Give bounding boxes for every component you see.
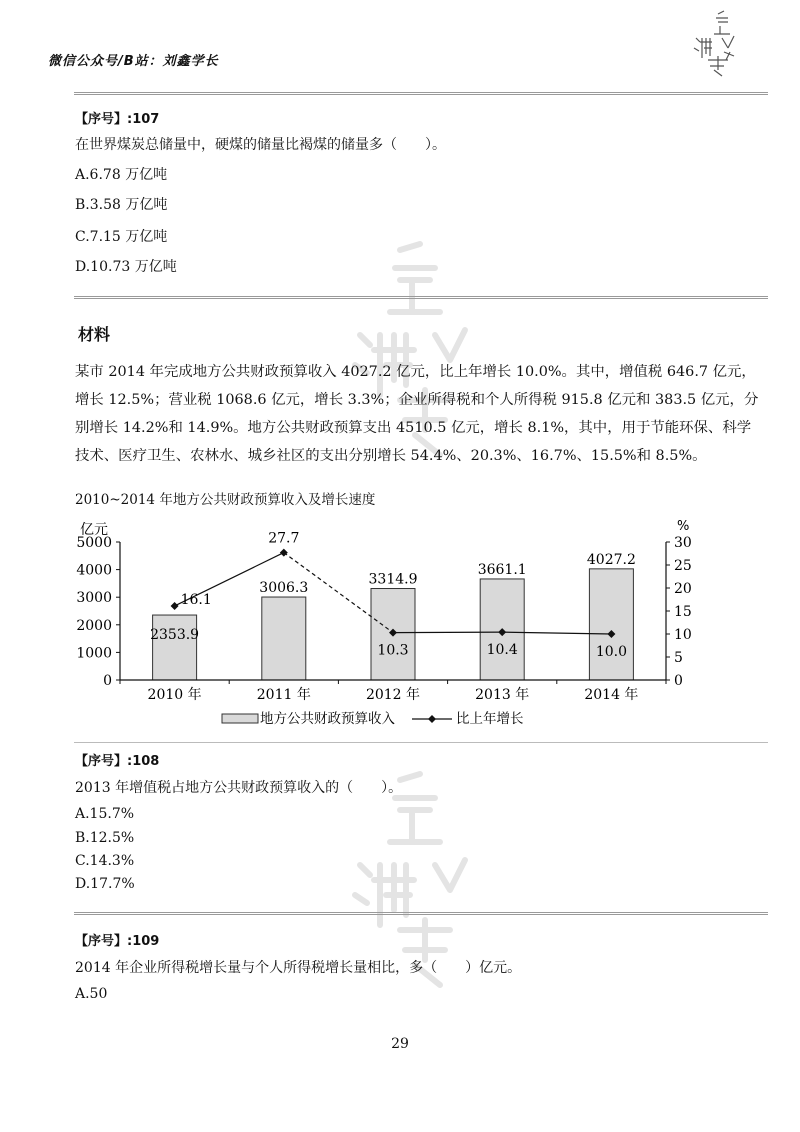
question-number: :108 [127, 754, 160, 769]
y2-tick-label: 30 [674, 535, 692, 551]
option-d: D.17.7% [75, 876, 135, 892]
divider [74, 92, 768, 95]
option-a: A.6.78 万亿吨 [75, 167, 168, 183]
material-title: 材料 [78, 325, 111, 344]
option-b: B.12.5% [75, 830, 135, 846]
question-number: :109 [127, 934, 160, 949]
x-tick-label: 2012 年 [365, 687, 421, 703]
option-a: A.15.7% [75, 806, 135, 822]
legend-line-marker [428, 715, 436, 723]
question-stem: 2013 年增值税占地方公共财政预算收入的（ ）。 [75, 780, 403, 796]
y2-tick-label: 15 [674, 604, 692, 620]
option-d: D.10.73 万亿吨 [75, 259, 177, 275]
x-tick-label: 2011 年 [256, 687, 311, 703]
question-number: :107 [127, 112, 160, 127]
y-axis-label: 亿元 [80, 522, 108, 538]
question-label: 【序号】 [75, 934, 128, 949]
legend-bar-swatch [222, 714, 258, 723]
growth-value-label: 10.0 [595, 644, 627, 660]
material-paragraph: 某市 2014 年完成地方公共财政预算收入 4027.2 亿元，比上年增长 10.0%。其中，增值税 646.7 亿元，增长 12.5%；营业税 1068.6 亿元，增长 3.3%；企业所得税和个人所得税 915.8 亿元和 383.5 亿元，分别增长 14.2%和 14.9%。地方公共财政预算支出 4510.5 亿元，增长 8.1%，其中，用于节能环保、科学技术、医疗卫生、农林水、城乡社区的支出分别增长 54.4%、20.3%、16.7%、15.5%和 8.5%。 [75, 364, 759, 464]
bar-value-label: 4027.2 [586, 551, 636, 568]
divider [74, 742, 768, 743]
question-header [75, 930, 159, 949]
bar-value-label: 3314.9 [368, 571, 418, 588]
bar-value-label: 3006.3 [259, 580, 309, 597]
question-label: 【序号】 [75, 112, 128, 127]
y2-tick-label: 25 [674, 558, 692, 574]
growth-value-label: 16.1 [180, 591, 212, 608]
growth-value-label: 10.4 [486, 642, 518, 659]
header-channel-text: 微信公众号/B站：刘鑫学长 [48, 54, 219, 69]
growth-value-label: 10.3 [377, 642, 409, 659]
option-c: C.14.3% [75, 853, 135, 869]
x-tick-label: 2014 年 [584, 687, 639, 703]
legend-bar-label: 地方公共财政预算收入 [260, 711, 395, 727]
bar-value-label: 3661.1 [477, 561, 527, 578]
y2-tick-label: 10 [674, 627, 692, 643]
x-tick-label: 2013 年 [475, 687, 530, 703]
bar [153, 615, 197, 680]
y2-tick-label: 0 [674, 673, 683, 689]
bar [589, 569, 633, 680]
question-header [75, 108, 159, 127]
legend-line-label: 比上年增长 [456, 711, 524, 727]
y2-tick-label: 5 [674, 650, 683, 666]
divider [74, 296, 768, 299]
x-tick-label: 2010 年 [147, 687, 202, 703]
y-tick-label: 1000 [76, 645, 112, 662]
chart-title: 2010~2014 年地方公共财政预算收入及增长速度 [75, 492, 376, 508]
y2-tick-label: 20 [674, 581, 692, 597]
question-label: 【序号】 [75, 754, 128, 769]
option-a: A.50 [75, 986, 108, 1002]
bar-value-label: 2353.9 [150, 627, 200, 644]
growth-point [171, 602, 179, 610]
growth-point [280, 549, 288, 557]
question-stem: 2014 年企业所得税增长量与个人所得税增长量相比，多（ ）亿元。 [75, 960, 522, 976]
option-b: B.3.58 万亿吨 [75, 197, 168, 213]
option-c: C.7.15 万亿吨 [75, 229, 168, 245]
page-number: 29 [391, 1036, 409, 1052]
y-tick-label: 0 [103, 673, 112, 689]
divider [74, 912, 768, 915]
y-tick-label: 3000 [76, 590, 112, 607]
revenue-chart [60, 512, 710, 734]
y2-axis-label: % [677, 519, 690, 534]
bar [262, 597, 306, 680]
question-stem: 在世界煤炭总储量中，硬煤的储量比褐煤的储量多（ ）。 [75, 137, 446, 153]
y-tick-label: 5000 [76, 535, 112, 551]
growth-value-label: 27.7 [268, 530, 300, 547]
question-header [75, 750, 159, 769]
y-tick-label: 2000 [76, 617, 112, 634]
brand-logo [688, 8, 744, 78]
y-tick-label: 4000 [76, 562, 112, 579]
